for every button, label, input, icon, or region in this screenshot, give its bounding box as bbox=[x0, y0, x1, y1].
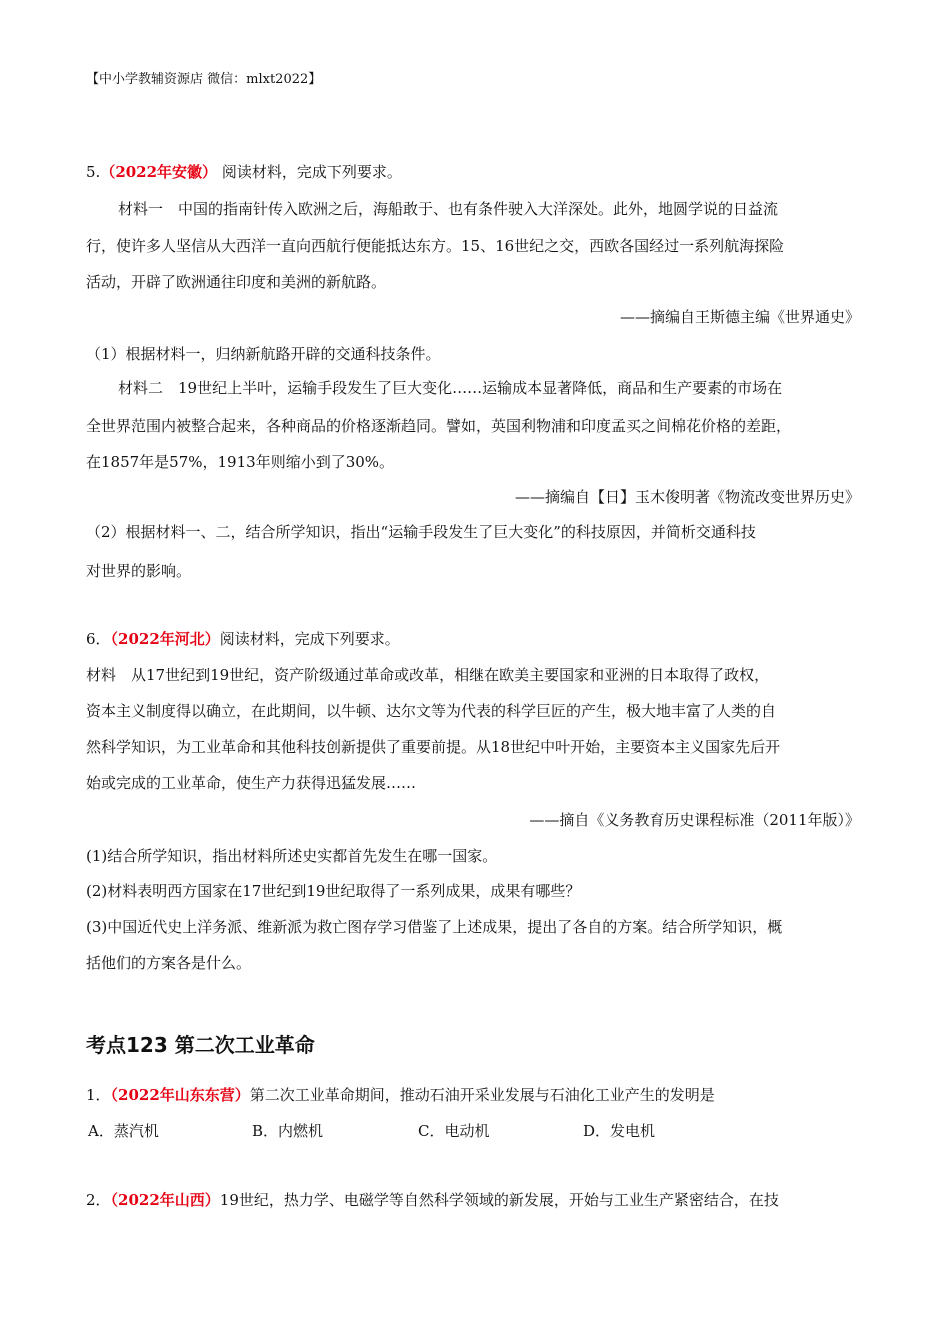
question-number: 5. bbox=[86, 163, 101, 181]
question-2-title bbox=[86, 1190, 866, 1210]
material-line: 材料二 19世纪上半叶，运输手段发生了巨大变化……运输成本显著降低，商品和生产要素的市场在 bbox=[118, 379, 783, 397]
option-d: D．发电机 bbox=[583, 1122, 656, 1140]
source-tag: （2022年山东东营） bbox=[110, 1086, 250, 1104]
question-1-title bbox=[86, 1085, 866, 1105]
sub-question: 括他们的方案各是什么。 bbox=[86, 954, 252, 972]
material-line: 全世界范围内被整合起来，各种商品的价格逐渐趋同。譬如，英国利物浦和印度孟买之间棉花价格的差距， bbox=[86, 417, 792, 435]
question-6-title bbox=[86, 629, 866, 649]
option-a: A．蒸汽机 bbox=[88, 1122, 159, 1140]
material-line: 然科学知识，为工业革命和其他科技创新提供了重要前提。从18世纪中叶开始，主要资本主义国家先后开 bbox=[86, 738, 781, 756]
question-number: 6． bbox=[86, 630, 111, 648]
material-line: 始或完成的工业革命，使生产力获得迅猛发展…… bbox=[86, 774, 417, 792]
material-line: 行，使许多人坚信从大西洋一直向西航行便能抵达东方。15、16世纪之交，西欧各国经过一系列航海探险 bbox=[86, 237, 785, 255]
material-source: ——摘编自王斯德主编《世界通史》 bbox=[619, 308, 860, 326]
material-source: ——摘自《义务教育历史课程标准（2011年版）》 bbox=[529, 811, 860, 829]
question-number: 2． bbox=[86, 1191, 111, 1209]
source-tag: （2022年山西） bbox=[110, 1191, 220, 1209]
material-line: 材料 从17世纪到19世纪，资产阶级通过革命或改革，相继在欧美主要国家和亚洲的日本取得了政权， bbox=[86, 666, 770, 684]
sub-question: (2)材料表明西方国家在17世纪到19世纪取得了一系列成果，成果有哪些？ bbox=[86, 882, 581, 900]
question-text: 19世纪，热力学、电磁学等自然科学领域的新发展，开始与工业生产紧密结合，在技 bbox=[219, 1191, 779, 1209]
sub-question: （1）根据材料一，归纳新航路开辟的交通科技条件。 bbox=[86, 345, 441, 363]
section-title: 考点123 第二次工业革命 bbox=[86, 1033, 315, 1057]
material-source: ——摘编自【日】玉木俊明著《物流改变世界历史》 bbox=[514, 488, 860, 506]
option-c: C．电动机 bbox=[418, 1122, 490, 1140]
question-prompt: 阅读材料，完成下列要求。 bbox=[221, 163, 402, 181]
material-line: 资本主义制度得以确立，在此期间，以牛顿、达尔文等为代表的科学巨匠的产生，极大地丰富了人类的自 bbox=[86, 702, 777, 720]
sub-question: (3)中国近代史上洋务派、维新派为救亡图存学习借鉴了上述成果，提出了各自的方案。结合所学知识，概 bbox=[86, 918, 783, 936]
sub-question: （2）根据材料一、二，结合所学知识，指出“运输手段发生了巨大变化”的科技原因，并简析交通科技 bbox=[86, 523, 756, 541]
question-5-title bbox=[86, 162, 866, 182]
source-tag: （2022年河北） bbox=[110, 630, 220, 648]
page-header: 【中小学教辅资源店 微信：mlxt2022】 bbox=[86, 72, 322, 87]
material-line: 在1857年是57%，1913年则缩小到了30%。 bbox=[86, 453, 395, 471]
material-line: 材料一 中国的指南针传入欧洲之后，海船敢于、也有条件驶入大洋深处。此外，地圆学说的日益流 bbox=[118, 200, 779, 218]
question-number: 1． bbox=[86, 1086, 111, 1104]
sub-question: (1)结合所学知识，指出材料所述史实都首先发生在哪一国家。 bbox=[86, 847, 498, 865]
question-text: 第二次工业革命期间，推动石油开采业发展与石油化工业产生的发明是 bbox=[249, 1086, 715, 1104]
question-prompt: 阅读材料，完成下列要求。 bbox=[219, 630, 400, 648]
source-tag: （2022年安徽） bbox=[100, 163, 218, 181]
material-line: 活动，开辟了欧洲通往印度和美洲的新航路。 bbox=[86, 273, 387, 291]
sub-question: 对世界的影响。 bbox=[86, 562, 192, 580]
option-b: B．内燃机 bbox=[252, 1122, 324, 1140]
